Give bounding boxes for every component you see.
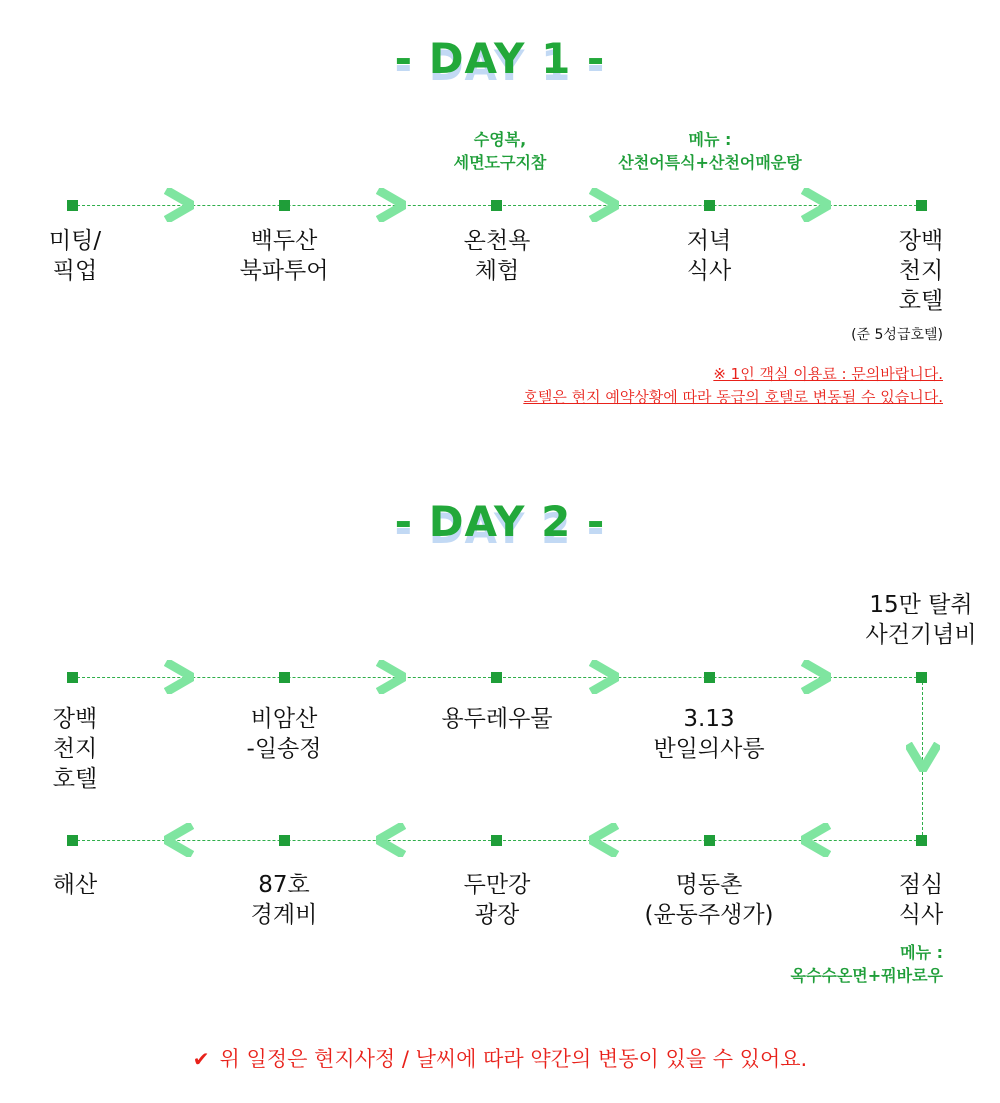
chevron-left-icon — [164, 823, 194, 857]
day2-top-stop-4: 3.13 반일의사릉 — [653, 706, 765, 762]
day1-node-3 — [491, 200, 502, 211]
chevron-right-icon — [376, 660, 406, 694]
day1-note-menu: 메뉴 : 산천어특식+산천어매운탕 — [618, 130, 802, 172]
chevron-right-icon — [801, 660, 831, 694]
day2-bottom-stop-5: 점심 식사 — [898, 872, 944, 928]
day2-bottom-node-3 — [491, 835, 502, 846]
day2-top-node-3 — [491, 672, 502, 683]
day2-bottom-stop-3: 두만강 광장 — [463, 872, 531, 928]
chevron-down-icon — [906, 742, 940, 772]
day2-top-stop-2: 비암산 -일송정 — [246, 706, 322, 762]
chevron-left-icon — [801, 823, 831, 857]
day1-node-1 — [67, 200, 78, 211]
day2-top-node-4 — [704, 672, 715, 683]
day2-top-node-2 — [279, 672, 290, 683]
day2-top-node-1 — [67, 672, 78, 683]
footer-note — [0, 1043, 1000, 1073]
day1-node-5 — [916, 200, 927, 211]
day1-node-4 — [704, 200, 715, 211]
check-icon: ✔ — [192, 1047, 210, 1071]
day1-stop-2: 백두산 북파투어 — [239, 228, 329, 284]
chevron-right-icon — [164, 188, 194, 222]
day2-bottom-stop-1: 해산 — [52, 872, 98, 898]
day2-top-stop-1: 장백 천지 호텔 — [52, 706, 98, 792]
chevron-right-icon — [376, 188, 406, 222]
hotel-grade: (준 5성급호텔) — [851, 327, 943, 343]
chevron-right-icon — [589, 188, 619, 222]
day2-bottom-node-2 — [279, 835, 290, 846]
day2-bottom-node-1 — [67, 835, 78, 846]
chevron-right-icon — [589, 660, 619, 694]
day1-title: - DAY 1 - — [394, 34, 606, 83]
day2-lunch-note: 메뉴 : 옥수수온면+꿔바로우 — [790, 943, 943, 985]
chevron-right-icon — [164, 660, 194, 694]
chevron-left-icon — [376, 823, 406, 857]
hotel-note: 호텔은 현지 예약상황에 따라 동급의 호텔로 변동될 수 있습니다. — [523, 388, 943, 406]
chevron-right-icon — [801, 188, 831, 222]
day2-bottom-stop-2: 87호 경계비 — [250, 872, 318, 928]
price-note: ※ 1인 객실 이용료 : 문의바랍니다. — [713, 365, 943, 383]
day2-top-node-5 — [916, 672, 927, 683]
day2-bottom-node-5 — [916, 835, 927, 846]
day2-bottom-node-4 — [704, 835, 715, 846]
day2-top-stop-5: 15만 탈취 사건기념비 — [865, 592, 977, 648]
day1-stop-3: 온천욕 체험 — [463, 228, 531, 284]
day1-stop-4: 저녁 식사 — [686, 228, 732, 284]
day1-node-2 — [279, 200, 290, 211]
day2-top-stop-3: 용두레우물 — [441, 706, 553, 732]
chevron-left-icon — [589, 823, 619, 857]
day1-stop-1: 미팅/ 픽업 — [48, 228, 102, 284]
day1-stop-5: 장백 천지 호텔 — [898, 228, 944, 314]
day2-bottom-stop-4: 명동촌 (윤동주생가) — [644, 872, 774, 928]
day1-note-swim: 수영복, 세면도구지참 — [453, 130, 547, 172]
day2-title: - DAY 2 - — [394, 497, 606, 546]
footer-text: 위 일정은 현지사정 / 날씨에 따라 약간의 변동이 있을 수 있어요. — [219, 1047, 808, 1071]
